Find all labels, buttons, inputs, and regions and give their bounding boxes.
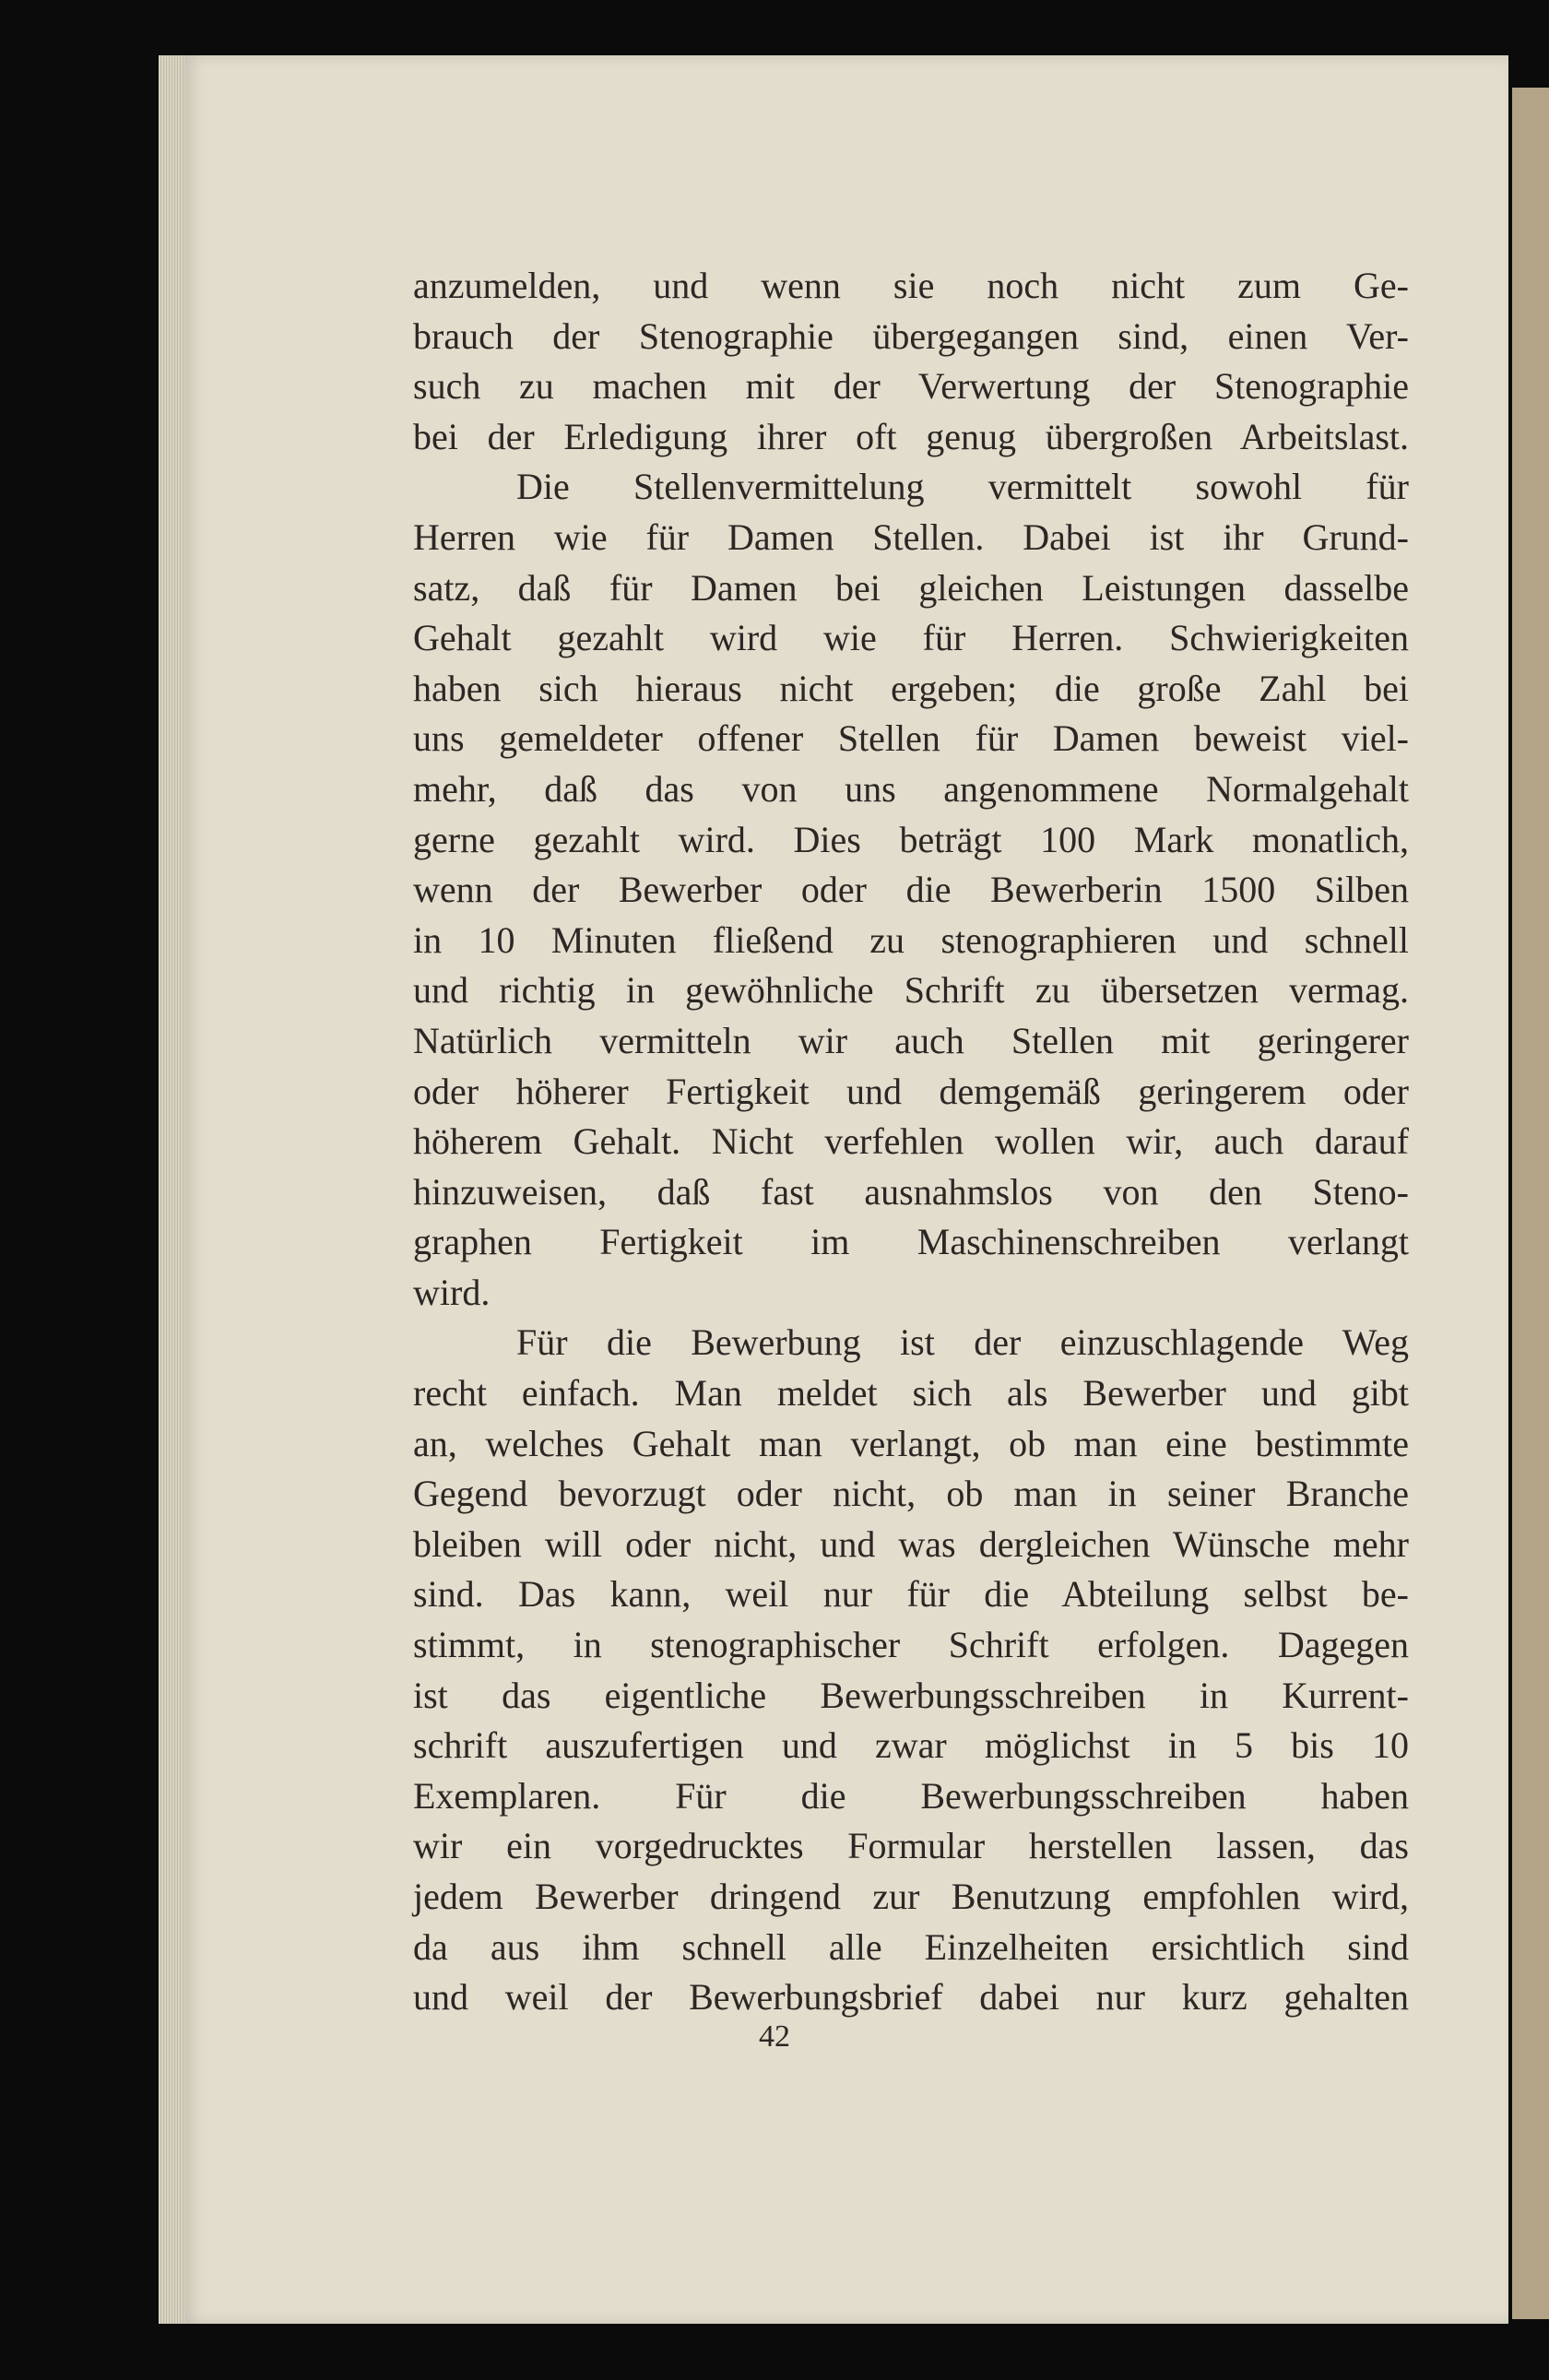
text-line: bleiben will oder nicht, und was dergleichen Wünsche mehr bbox=[413, 1522, 1409, 1565]
text-line: jedem Bewerber dringend zur Benutzung empfohlen wird, bbox=[413, 1876, 1409, 1917]
text-line: Die Stellenvermittelung vermittelt sowohl für bbox=[516, 466, 1409, 508]
text-line: brauch der Stenographie übergegangen sind, einen Ver- bbox=[413, 314, 1409, 357]
text-line: hinzuweisen, daß fast ausnahmslos von den Steno- bbox=[413, 1170, 1409, 1213]
text-line: sind. Das kann, weil nur für die Abteilung selbst be- bbox=[413, 1573, 1409, 1616]
text-line: such zu machen mit der Verwertung der Stenographie bbox=[413, 365, 1409, 408]
text-line: graphen Fertigkeit im Maschinenschreiben verlangt bbox=[413, 1221, 1409, 1263]
text-line: Gegend bevorzugt oder nicht, ob man in seiner Branche bbox=[413, 1473, 1409, 1515]
text-line: satz, daß für Damen bei gleichen Leistungen dasselbe bbox=[413, 566, 1409, 609]
text-line: höherem Gehalt. Nicht verfehlen wollen wir, auch darauf bbox=[413, 1120, 1409, 1163]
text-line: haben sich hieraus nicht ergeben; die große Zahl bei bbox=[413, 667, 1409, 709]
text-line: bei der Erledigung ihrer oft genug übergroßen Arbeitslast. bbox=[413, 415, 1409, 457]
text-line: da aus ihm schnell alle Einzelheiten ersichtlich sind bbox=[413, 1925, 1409, 1968]
text-line: wir ein vorgedrucktes Formular herstellen lassen, das bbox=[413, 1825, 1409, 1867]
text-line: und richtig in gewöhnliche Schrift zu übersetzen vermag. bbox=[413, 969, 1409, 1012]
text-line: wird. bbox=[413, 1271, 491, 1313]
text-line: Für die Bewerbung ist der einzuschlagende Weg bbox=[516, 1321, 1409, 1364]
text-line: wenn der Bewerber oder die Bewerberin 1500 Silben bbox=[413, 869, 1409, 911]
text-line: stimmt, in stenographischer Schrift erfolgen. Dagegen bbox=[413, 1624, 1409, 1666]
text-line: und weil der Bewerbungsbrief dabei nur kurz gehalten bbox=[413, 1976, 1409, 2019]
text-line: uns gemeldeter offener Stellen für Damen beweist viel- bbox=[413, 717, 1409, 760]
text-line: schrift auszufertigen und zwar möglichst in 5 bis 10 bbox=[413, 1724, 1409, 1767]
text-line: Gehalt gezahlt wird wie für Herren. Schwierigkeiten bbox=[413, 617, 1409, 659]
page-number: 42 bbox=[759, 2019, 790, 2054]
text-line: recht einfach. Man meldet sich als Bewerber und gibt bbox=[413, 1372, 1409, 1415]
text-line: gerne gezahlt wird. Dies beträgt 100 Mark monatlich, bbox=[413, 818, 1409, 860]
text-line: mehr, daß das von uns angenommene Normalgehalt bbox=[413, 767, 1409, 810]
text-line: ist das eigentliche Bewerbungsschreiben in Kurrent- bbox=[413, 1674, 1409, 1716]
text-line: Natürlich vermitteln wir auch Stellen mit geringerer bbox=[413, 1019, 1409, 1061]
body-text bbox=[413, 261, 1409, 2023]
text-line: anzumelden, und wenn sie noch nicht zum Ge- bbox=[413, 265, 1409, 306]
text-line: Herren wie für Damen Stellen. Dabei ist ihr Grund- bbox=[413, 515, 1409, 558]
text-line: an, welches Gehalt man verlangt, ob man eine bestimmte bbox=[413, 1422, 1409, 1464]
facing-page-edge bbox=[1512, 88, 1549, 2319]
text-line: oder höherer Fertigkeit und demgemäß geringerem oder bbox=[413, 1070, 1409, 1112]
text-line: Exemplaren. Für die Bewerbungsschreiben haben bbox=[413, 1774, 1409, 1817]
text-line: in 10 Minuten fließend zu stenographieren und schnell bbox=[413, 918, 1409, 961]
